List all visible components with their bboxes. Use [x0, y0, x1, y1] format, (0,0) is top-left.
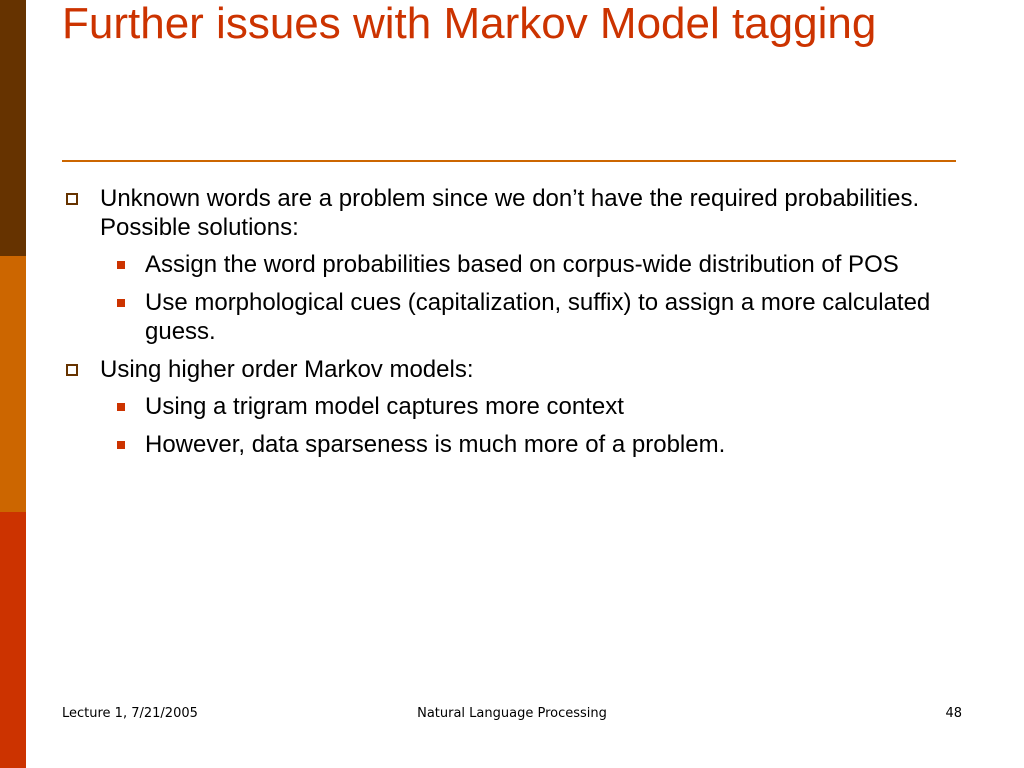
sub-bullet-item — [100, 250, 962, 279]
sub-bullet-text: However, data sparseness is much more of a problem. — [145, 431, 726, 458]
sub-bullet-item — [100, 288, 962, 346]
sub-bullet-text: Use morphological cues (capitalization, suffix) to assign a more calculated guess. — [145, 289, 931, 345]
footer-page-number: 48 — [945, 706, 962, 721]
hollow-square-bullet-icon — [66, 364, 78, 376]
side-bar-orange — [0, 256, 26, 512]
sub-bullet-list — [100, 392, 962, 459]
filled-square-bullet-icon — [117, 261, 125, 269]
filled-square-bullet-icon — [117, 299, 125, 307]
slide-title: Further issues with Markov Model tagging — [62, 0, 877, 48]
sub-bullet-text: Using a trigram model captures more context — [145, 393, 624, 420]
filled-square-bullet-icon — [117, 403, 125, 411]
side-bar-dark-brown — [0, 0, 26, 256]
bullet-text: Using higher order Markov models: — [100, 356, 474, 383]
footer-lecture-date: Lecture 1, 7/21/2005 — [62, 706, 198, 721]
filled-square-bullet-icon — [117, 441, 125, 449]
sub-bullet-list — [100, 250, 962, 346]
sub-bullet-item — [100, 392, 962, 421]
bullet-text: Unknown words are a problem since we don’t have the required probabilities. Possible solutions: — [100, 185, 920, 241]
sub-bullet-text: Assign the word probabilities based on corpus-wide distribution of POS — [145, 251, 899, 278]
bullet-list — [62, 184, 962, 468]
bullet-item-higher-order — [62, 355, 962, 459]
title-divider — [62, 160, 956, 162]
footer-course-title: Natural Language Processing — [417, 706, 607, 721]
bullet-item-unknown-words — [62, 184, 962, 346]
sub-bullet-item — [100, 430, 962, 459]
side-bar-red — [0, 512, 26, 768]
hollow-square-bullet-icon — [66, 193, 78, 205]
